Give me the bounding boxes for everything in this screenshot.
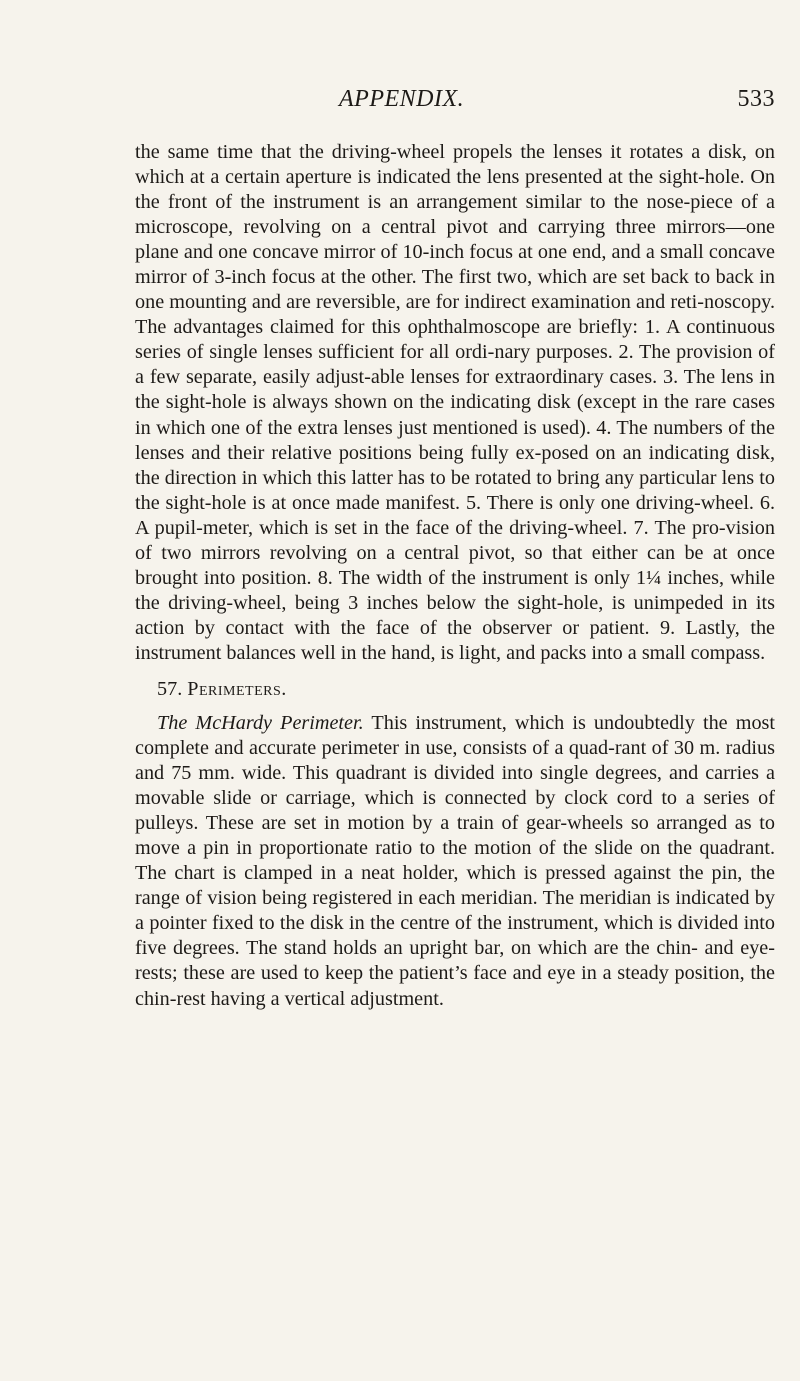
section-number: 57. xyxy=(157,677,183,700)
running-title: APPENDIX. xyxy=(339,86,465,112)
paragraph-italic-lead: The McHardy Perimeter. xyxy=(157,711,364,734)
body-text xyxy=(135,140,775,1012)
paragraph-body: This instrument, which is undoubtedly the most complete and accurate perimeter in use, consists of a quad-rant of 30 m. radius and 75 mm. wide. This quadrant is divided into single degrees, and carries a movable slide or carriage, which is connected by clock cord to a series of pulleys. These are set in motion by a train of gear-wheels so arranged as to move a pin in proportionate ratio to the motion of the slide on the quadrant. The chart is clamped in a neat holder, which is pressed against the pin, the range of vision being registered in each meridian. The meridian is indicated by a pointer fixed to the disk in the centre of the instrument, which is divided into five degrees. The stand holds an upright bar, on which are the chin- and eye-rests; these are used to keep the patient’s face and eye in a steady position, the chin-rest having a vertical adjustment. xyxy=(135,711,776,1010)
paragraph-ophthalmoscope-continued: the same time that the driving-wheel propels the lenses it rotates a disk, on which at a certain aperture is indicated the lens presented at the sight-hole. On the front of the instrument is an arrangement similar to the nose-piece of a microscope, revolving on a central pivot and carrying three mirrors—one plane and one concave mirror of 10-inch focus at one end, and a small concave mirror of 3-inch focus at the other. The first two, which are set back to back in one mounting and are reversible, are for indirect examination and reti-noscopy. The advantages claimed for this ophthalmoscope are briefly: 1. A continuous series of single lenses sufficient for all ordi-nary purposes. 2. The provision of a few separate, easily adjust-able lenses for extraordinary cases. 3. The lens in the sight-hole is always shown on the indicating disk (except in the rare cases in which one of the extra lenses just mentioned is used). 4. The numbers of the lenses and their relative positions being fully ex-posed on an indicating disk, the direction in which this latter has to be rotated to bring any particular lens to the sight-hole is at once made manifest. 5. There is only one driving-wheel. 6. A pupil-meter, which is set in the face of the driving-wheel. 7. The pro-vision of two mirrors revolving on a central pivot, so that either can be at once brought into position. 8. The width of the instrument is only 1¼ inches, while the driving-wheel, being 3 inches below the sight-hole, is unimpeded in its action by contact with the face of the observer or patient. 9. Lastly, the instrument balances well in the hand, is light, and packs into a small compass. xyxy=(135,141,775,664)
paragraph-mchardy-perimeter xyxy=(135,711,775,1012)
section-heading xyxy=(157,677,775,702)
section-title: Perimeters. xyxy=(187,677,287,700)
page-number: 533 xyxy=(737,86,775,112)
running-head xyxy=(135,86,775,126)
